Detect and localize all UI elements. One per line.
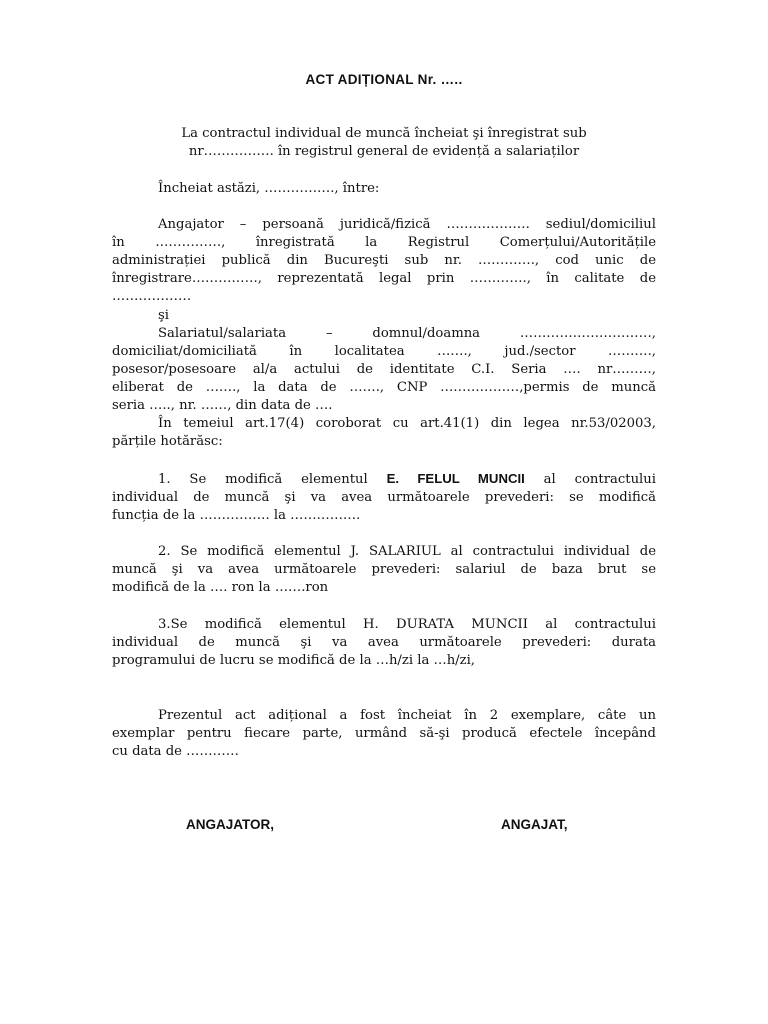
closing-line-2: exemplar pentru fiecare parte, urmând să-şi producă efectele începând (112, 726, 656, 741)
item-3-line-1: 3.Se modifică elementul H. DURATA MUNCII al contractului (158, 617, 656, 632)
item-1-line-1 (112, 470, 656, 489)
item-2-paragraph (112, 543, 656, 597)
employer-line-2: în ……………, înregistrată la Registrul Comerțului/Autoritățile (112, 235, 656, 250)
employee-line-3: posesor/posesoare al/a actului de identitate C.I. Seria …. nr………, (112, 362, 656, 377)
closing-paragraph (112, 707, 656, 761)
employee-line-2: domiciliat/domiciliată în localitatea ……., jud./sector ………., (112, 344, 656, 359)
employee-signature-label: ANGAJAT, (501, 817, 568, 832)
concluded-line: Încheiat astăzi, ……………., între: (158, 181, 380, 196)
item-2-line-3: modifică de la …. ron la …….ron (112, 580, 329, 595)
employee-line-1: Salariatul/salariata – domnul/doamna …………………………, (158, 326, 656, 341)
item-1-post: al contractului (543, 472, 656, 487)
item-2-line-1: 2. Se modifică elementul J. SALARIUL al contractului individual de (158, 544, 656, 559)
and-text: şi (158, 308, 169, 323)
item-1-element-name: E. FELUL MUNCII (386, 471, 525, 486)
employer-signature-label: ANGAJATOR, (186, 817, 275, 832)
basis-line-2: părțile hotărăsc: (112, 434, 223, 449)
employee-line-5: seria ….., nr. ……, din data de …. (112, 398, 333, 413)
employer-line-3: administrației publică din Bucureşti sub nr. …………., cod unic de (112, 253, 656, 268)
item-1-line-2: individual de muncă şi va avea următoarele prevederi: se modifică (112, 490, 656, 505)
intro-paragraph (112, 125, 656, 161)
closing-line-1: Prezentul act adițional a fost încheiat în 2 exemplare, câte un (158, 708, 656, 723)
employee-line-4: eliberat de ……., la data de ……., CNP ………………,permis de muncă (112, 380, 656, 395)
item-2-line-2: muncă şi va avea următoarele prevederi: salariul de baza brut se (112, 562, 656, 577)
intro-line-2: nr……………. în registrul general de evidență a salariaților (188, 144, 580, 159)
item-1-paragraph (112, 470, 656, 525)
employer-line-4: înregistrare……………, reprezentată legal prin …………., în calitate de (112, 271, 656, 286)
item-3-line-2: individual de muncă şi va avea următoarele prevederi: durata (112, 635, 656, 650)
item-1-line-3: funcția de la ……………. la ……………. (112, 508, 361, 523)
intro-line-1: La contractul individual de muncă încheiat şi înregistrat sub (181, 126, 587, 141)
legal-basis-paragraph (112, 415, 656, 451)
and-conjunction (112, 307, 656, 325)
item-1-pre: 1. Se modifică elementul (158, 472, 368, 487)
employer-line-5: ……………… (112, 289, 192, 304)
item-3-paragraph (112, 616, 656, 670)
employer-line-1: Angajator – persoană juridică/fizică ………………. sediul/domiciliul (158, 217, 656, 232)
basis-line-1: În temeiul art.17(4) coroborat cu art.41(1) din legea nr.53/02003, (158, 416, 656, 431)
document-title: ACT ADIȚIONAL Nr. ….. (305, 72, 463, 87)
employer-paragraph (112, 216, 656, 306)
employee-paragraph (112, 325, 656, 415)
closing-line-3: cu data de ………… (112, 744, 239, 759)
item-3-line-3: programului de lucru se modifică de la …h/zi la …h/zi, (112, 653, 475, 668)
